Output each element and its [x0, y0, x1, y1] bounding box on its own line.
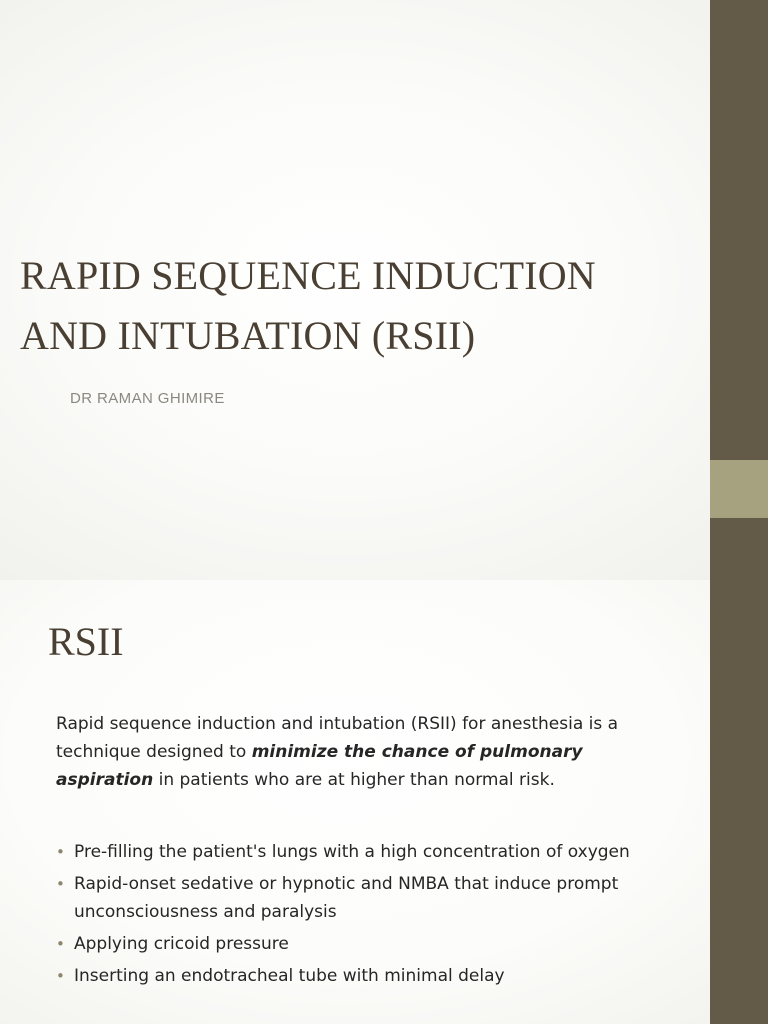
bullet-item: [56, 930, 676, 958]
bullet-icon: •: [56, 875, 65, 893]
bullet-text: Pre-filling the patient's lungs with a high concentration of oxygen: [74, 842, 630, 862]
content-slide: [0, 580, 768, 1024]
author-name: DR RAMAN GHIMIRE: [70, 390, 225, 407]
bullet-list: [56, 838, 676, 994]
slide-title: [20, 246, 680, 366]
slide-title-line-1: RAPID SEQUENCE INDUCTION: [20, 253, 596, 298]
bullet-icon: •: [56, 843, 65, 861]
bullet-item: [56, 838, 676, 866]
side-bar-accent: [710, 460, 768, 518]
intro-text-1: Rapid sequence induction and intubation (RSII) for anesthesia is a technique designed to: [56, 714, 619, 762]
bullet-item: [56, 870, 676, 926]
bullet-icon: •: [56, 967, 65, 985]
bullet-text: Applying cricoid pressure: [74, 934, 289, 954]
slide-heading: RSII: [48, 619, 124, 664]
bullet-text: Inserting an endotracheal tube with minimal delay: [74, 966, 505, 986]
side-bar: [710, 580, 768, 1024]
bullet-icon: •: [56, 935, 65, 953]
bullet-item: [56, 962, 676, 990]
bullet-text: Rapid-onset sedative or hypnotic and NMBA that induce prompt unconsciousness and paralysis: [74, 874, 619, 922]
slide-title-line-2: AND INTUBATION (RSII): [20, 313, 476, 358]
intro-emphasis: minimize the chance of pulmonary aspiration: [56, 742, 583, 790]
intro-paragraph: [56, 710, 676, 794]
intro-text-2: in patients who are at higher than normal risk.: [153, 770, 555, 790]
